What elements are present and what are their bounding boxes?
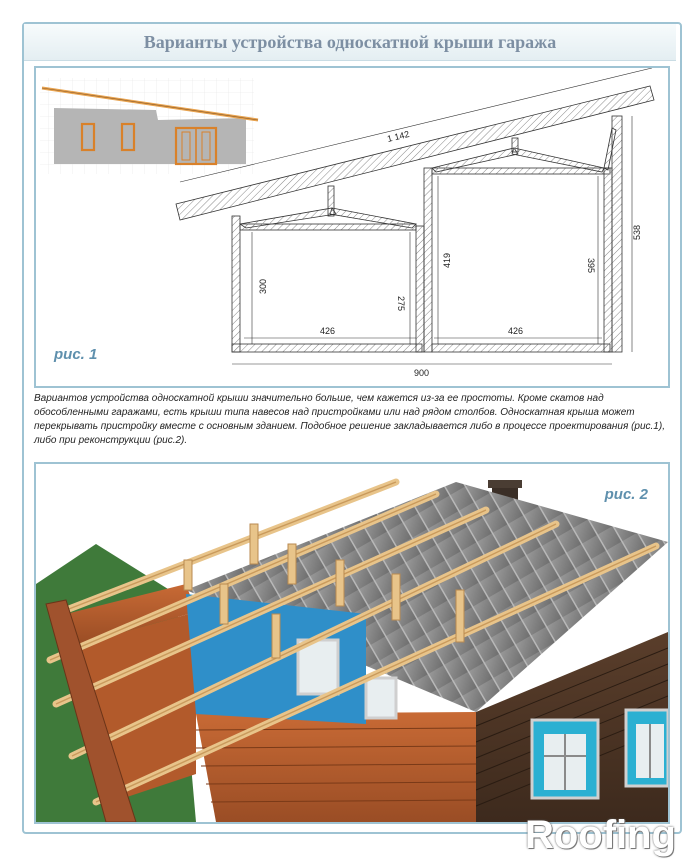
dim-left-wall-height: 275 bbox=[396, 296, 406, 312]
dim-right-outer-height: 538 bbox=[632, 224, 642, 240]
figure-1-label: рис. 1 bbox=[54, 346, 98, 363]
elevation-thumbnail bbox=[40, 78, 258, 174]
dim-left-inner-height: 300 bbox=[258, 278, 268, 294]
dim-left-span: 426 bbox=[320, 326, 336, 336]
dim-center-wall-height: 419 bbox=[442, 252, 452, 268]
dim-right-inner-height: 395 bbox=[586, 258, 596, 274]
page-title: Варианты устройства односкатной крыши гаража bbox=[24, 24, 676, 61]
watermark-logo: Roofing bbox=[524, 813, 676, 857]
description-text: Вариантов устройства односкатной крыши значительно больше, чем кажется из-за ее простоты. Кроме скатов над обособленными гаражами, есть крыши типа навесов над пристройками или над рядом столбов. Односкатная крыша может перекрывать пристройку вместе с основным зданием. Подобное решение закладывается либо в процессе проектирования (рис.1), либо при реконструкции (рис.2). bbox=[34, 393, 665, 446]
figure-2-label: рис. 2 bbox=[604, 486, 648, 503]
dim-roof-length: 1 142 bbox=[386, 128, 411, 144]
figure-1-panel bbox=[34, 66, 670, 388]
figure-1-drawing bbox=[36, 68, 668, 386]
figure-2-panel bbox=[34, 462, 670, 824]
dim-right-span: 426 bbox=[508, 326, 524, 336]
figure-2-illustration bbox=[36, 464, 668, 822]
dim-total-width: 900 bbox=[414, 368, 430, 378]
